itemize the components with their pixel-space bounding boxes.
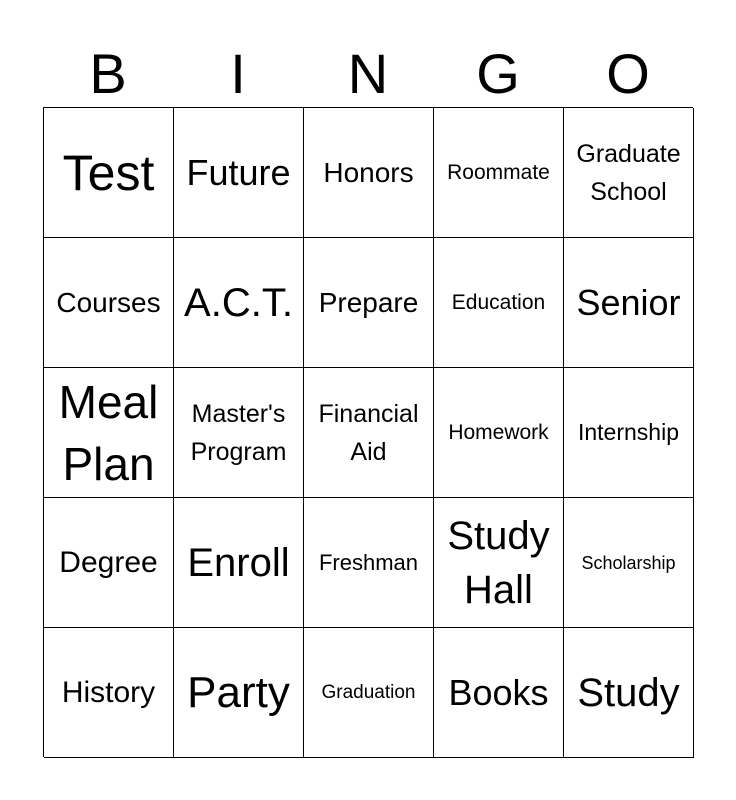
bingo-cell[interactable]: Senior [564,238,694,368]
bingo-cell[interactable]: Honors [304,108,434,238]
bingo-cell[interactable]: Graduate School [564,108,694,238]
bingo-cell[interactable]: Education [434,238,564,368]
bingo-cell[interactable]: History [44,628,174,758]
bingo-cell[interactable]: Test [44,108,174,238]
header-letter-b: B [89,42,127,105]
header-letter-g: G [476,42,520,105]
bingo-cell[interactable]: Homework [434,368,564,498]
bingo-board [43,107,693,757]
bingo-cell[interactable]: Meal Plan [44,368,174,498]
bingo-cell[interactable]: Books [434,628,564,758]
bingo-cell[interactable]: A.C.T. [174,238,304,368]
bingo-header [43,42,693,106]
bingo-cell[interactable]: Degree [44,498,174,628]
bingo-cell[interactable]: Internship [564,368,694,498]
bingo-cell[interactable]: Enroll [174,498,304,628]
bingo-cell[interactable]: Financial Aid [304,368,434,498]
bingo-cell[interactable]: Prepare [304,238,434,368]
bingo-cell[interactable]: Party [174,628,304,758]
bingo-cell[interactable]: Roommate [434,108,564,238]
bingo-cell[interactable]: Scholarship [564,498,694,628]
header-letter-o: O [606,42,650,105]
bingo-cell[interactable]: Master's Program [174,368,304,498]
bingo-cell[interactable]: Courses [44,238,174,368]
bingo-cell[interactable]: Future [174,108,304,238]
header-letter-i: I [230,42,246,105]
bingo-cell[interactable]: Study Hall [434,498,564,628]
bingo-cell[interactable]: Freshman [304,498,434,628]
header-letter-n: N [347,42,389,105]
bingo-cell[interactable]: Graduation [304,628,434,758]
bingo-cell[interactable]: Study [564,628,694,758]
